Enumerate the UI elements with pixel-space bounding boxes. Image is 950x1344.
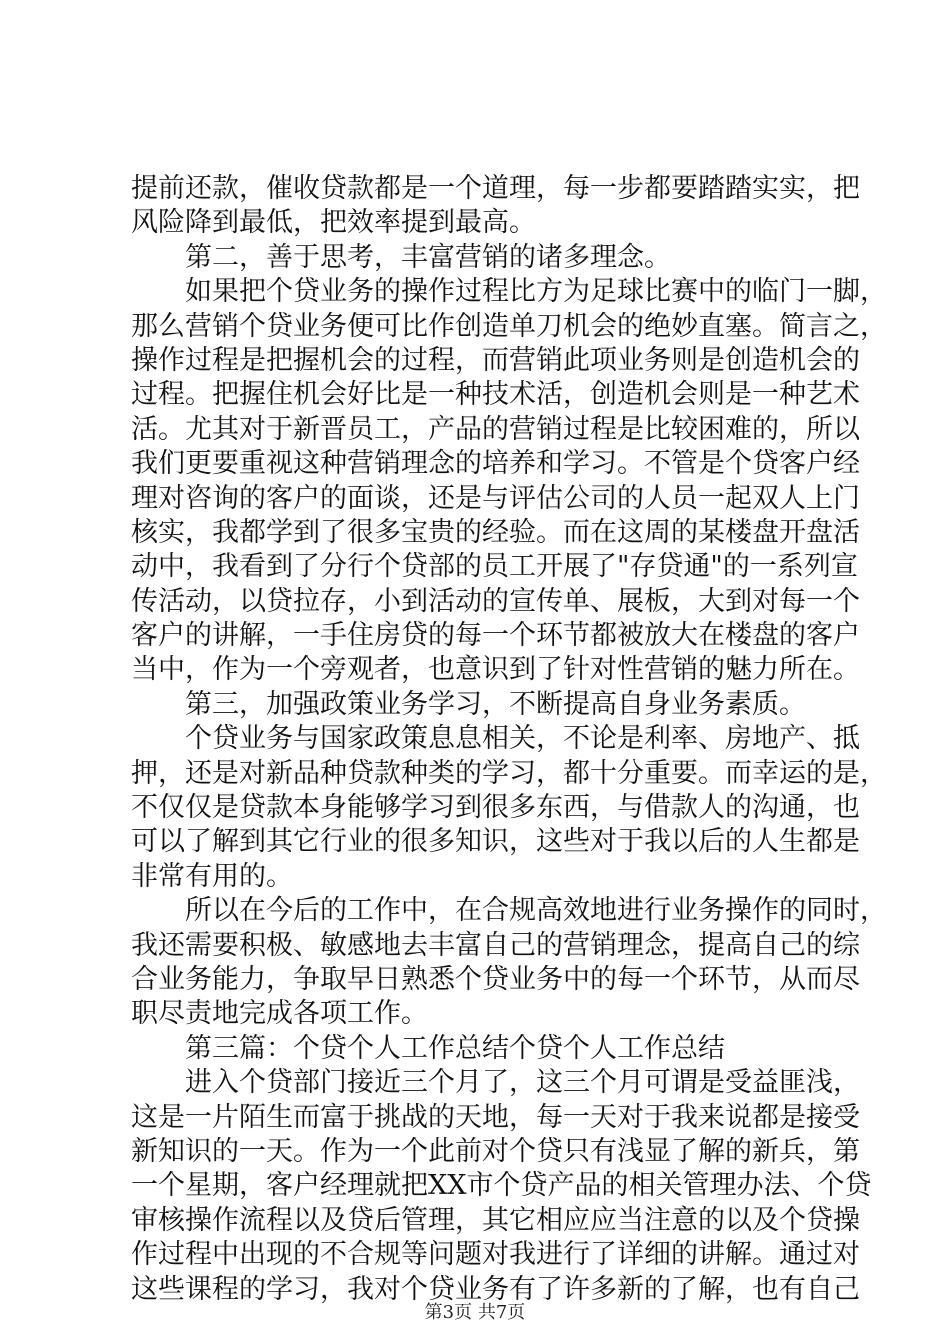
- text-line: 作过程中出现的不合规等问题对我进行了详细的讲解。通过对: [131, 1239, 860, 1271]
- text-line: 过程。把握住机会好比是一种技术活，创造机会则是一种艺术: [131, 379, 860, 411]
- text-line: 不仅仅是贷款本身能够学习到很多东西，与借款人的沟通，也: [131, 792, 860, 824]
- text-line: 活。尤其对于新晋员工，产品的营销过程是比较困难的，所以: [131, 413, 860, 445]
- text-line: 所以在今后的工作中，在合规高效地进行业务操作的同时，: [185, 895, 887, 927]
- text-line: 操作过程是把握机会的过程，而营销此项业务则是创造机会的: [131, 344, 860, 376]
- text-line: 如果把个贷业务的操作过程比方为足球比赛中的临门一脚，: [185, 276, 887, 308]
- text-line: 当中，作为一个旁观者，也意识到了针对性营销的魅力所在。: [131, 654, 860, 686]
- text-line: 这是一片陌生而富于挑战的天地，每一天对于我来说都是接受: [131, 1101, 860, 1133]
- text-line: 我们更要重视这种营销理念的培养和学习。不管是个贷客户经: [131, 448, 860, 480]
- section-heading: 第二，善于思考，丰富营销的诸多理念。: [185, 241, 671, 273]
- text-line: 提前还款，催收贷款都是一个道理，每一步都要踏踏实实，把: [131, 173, 860, 204]
- text-line: 押，还是对新品种贷款种类的学习，都十分重要。而幸运的是，: [131, 757, 887, 789]
- text-line: 一个星期，客户经理就把XX市个贷产品的相关管理办法、个贷: [131, 1170, 872, 1202]
- text-line: 可以了解到其它行业的很多知识，这些对于我以后的人生都是: [131, 826, 860, 858]
- text-line: 进入个贷部门接近三个月了，这三个月可谓是受益匪浅，: [185, 1067, 860, 1099]
- page-number: 第3页 共7页: [424, 1302, 526, 1323]
- text-line: 这些课程的学习，我对个贷业务有了许多新的了解，也有自己: [131, 1273, 860, 1305]
- text-line: 风险降到最低，把效率提到最高。: [131, 207, 536, 239]
- document-body: [131, 172, 887, 1307]
- section-heading: 第三，加强政策业务学习，不断提高自身业务素质。: [185, 688, 806, 720]
- text-line: 我还需要积极、敏感地去丰富自己的营销理念，提高自己的综: [131, 929, 860, 961]
- text-line: 非常有用的。: [131, 860, 293, 892]
- section-heading: 第三篇：个贷个人工作总结个贷个人工作总结: [185, 1032, 725, 1064]
- text-line: 新知识的一天。作为一个此前对个贷只有浅显了解的新兵，第: [131, 1135, 860, 1167]
- text-line: 职尽责地完成各项工作。: [131, 998, 428, 1030]
- text-line: 审核操作流程以及贷后管理，其它相应应当注意的以及个贷操: [131, 1204, 860, 1236]
- text-line: 客户的讲解，一手住房贷的每一个环节都被放大在楼盘的客户: [131, 620, 860, 652]
- text-line: 个贷业务与国家政策息息相关，不论是利率、房地产、抵: [185, 723, 860, 755]
- text-line: 理对咨询的客户的面谈，还是与评估公司的人员一起双人上门: [131, 482, 860, 514]
- text-line: 那么营销个贷业务便可比作创造单刀机会的绝妙直塞。简言之，: [131, 310, 887, 342]
- text-line: 动中，我看到了分行个贷部的员工开展了"存贷通"的一系列宣: [131, 551, 858, 583]
- text-line: 传活动，以贷拉存，小到活动的宣传单、展板，大到对每一个: [131, 585, 860, 617]
- text-line: 核实，我都学到了很多宝贵的经验。而在这周的某楼盘开盘活: [131, 516, 860, 548]
- text-line: 合业务能力，争取早日熟悉个贷业务中的每一个环节，从而尽: [131, 963, 860, 995]
